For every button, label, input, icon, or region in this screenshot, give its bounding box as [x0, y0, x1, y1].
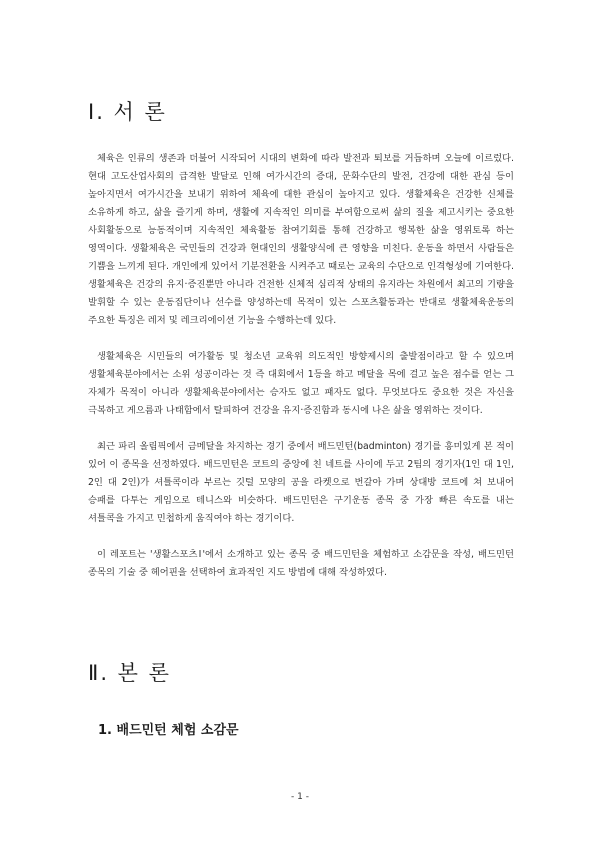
section-title-body: Ⅱ. 본 론	[88, 661, 171, 685]
paragraph-intro-4: 이 레포트는 '생활스포츠Ⅰ'에서 소개하고 있는 종목 중 배드민턴을 체험하고 소감문을 작성, 배드민턴 종목의 기술 중 헤어핀을 선택하여 효과적인 지도 방법에 대해 작성하였다.	[88, 549, 514, 578]
paragraph-intro-3: 최근 파리 올림픽에서 금메달을 차지하는 경기 중에서 배드민턴(badminton) 경기를 흥미있게 본 적이 있어 이 종목을 선정하였다. 배드민턴은 코트의 중앙에 친 네트를 사이에 두고 2팀의 경기자(1인 대 1인, 2인 대 2인)가 셔틀콕이라 부르는 깃털 모양의 공을 라켓으로 번갈아 가며 상대방 코트에 쳐 보내어 승패를 다투는 게임으로 테니스와 비슷하다. 배드민턴은 구기운동 종목 중 가장 빠른 속도를 내는 셔틀콕을 가지고 민첩하게 움직여야 하는 경기이다.	[88, 441, 514, 524]
section-title-introduction: Ⅰ. 서 론	[88, 100, 167, 124]
subsection-title-badminton-review: 1. 배드민턴 체험 소감문	[98, 723, 239, 738]
page-number: - 1 -	[291, 792, 309, 802]
paragraph-intro-2: 생활체육은 시민들의 여가활동 및 청소년 교육위 의도적인 방향제시의 출발점이라고 할 수 있으며 생활체육분야에서는 소위 성공이라는 것 즉 대회에서 1등을 하고 메달을 목에 걸고 높은 점수를 얻는 그 자체가 목적이 아니라 생활체육분야에서는 승자도 없고 패자도 없다. 무엇보다도 중요한 것은 자신을 극복하고 게으름과 나태함에서 탈피하여 건강을 유지·증진함과 동시에 나은 삶을 영위하는 것이다.	[88, 351, 514, 416]
paragraph-intro-1: 체육은 인류의 생존과 더불어 시작되어 시대의 변화에 따라 발전과 퇴보를 거듭하며 오늘에 이르렀다. 현대 고도산업사회의 급격한 발달로 인해 여가시간의 증대, 문화수단의 발전, 건강에 대한 관심 등이 높아지면서 여가시간을 보내기 위하여 체육에 대한 관심이 높아지고 있다. 생활체육은 건강한 신체를 소유하게 하고, 삶을 즐기게 하며, 생활에 지속적인 의미를 부여함으로써 삶의 질을 제고시키는 중요한 사회활동으로 능동적이며 지속적인 체육활동 참여기회를 통해 건강하고 행복한 삶을 영위토록 하는 영역이다. 생활체육은 국민들의 건강과 현대인의 생활양식에 큰 영향을 미친다. 운동을 하면서 사람들은 기쁨을 느끼게 된다. 개인에게 있어서 기분전환을 시켜주고 때로는 교육의 수단으로 인격형성에 기여한다. 생활체육은 건강의 유지·증진뿐만 아니라 건전한 신체적 심리적 상태의 유지라는 차원에서 최고의 기량을 발휘할 수 있는 운동집단이나 선수를 양성하는데 목적이 있는 스포츠활동과는 반대로 생활체육운동의 주요한 특징은 레저 및 레크리에이션 기능을 수행하는데 있다.	[88, 153, 514, 326]
